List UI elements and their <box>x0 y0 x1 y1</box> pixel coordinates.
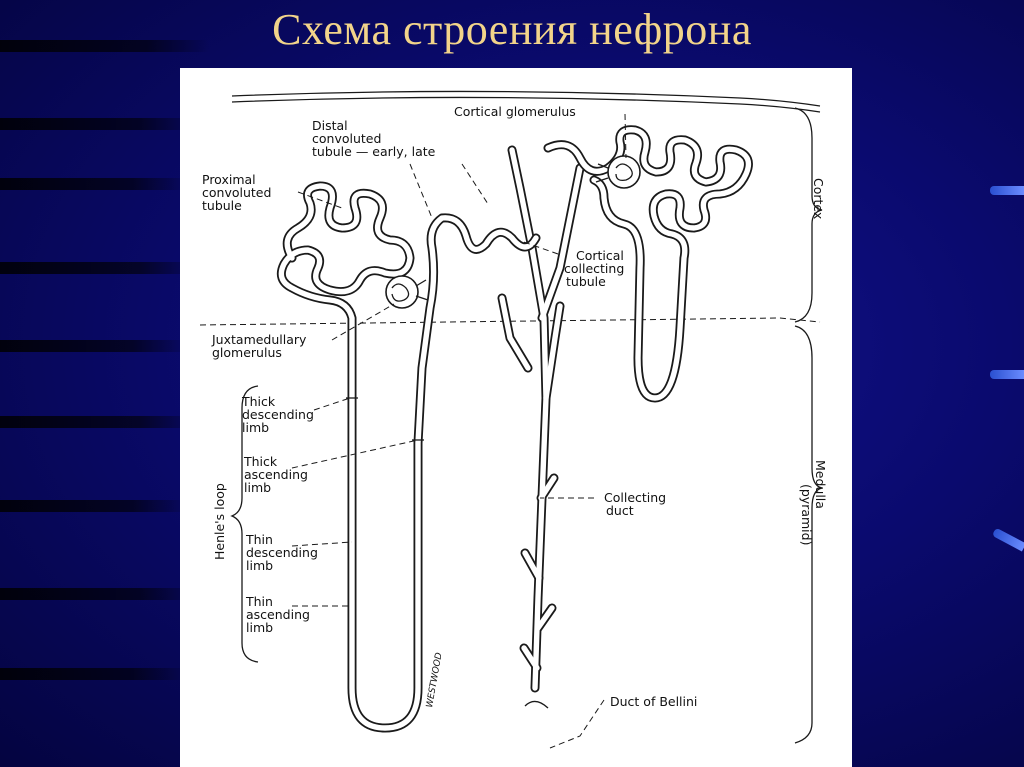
label-proximal-tubule: Proximal <box>202 172 256 187</box>
label-distal-tubule: convoluted <box>312 131 382 146</box>
leader-line <box>462 164 488 204</box>
label-thick-descending-limb: Thick <box>242 394 276 409</box>
background-stripe <box>0 178 190 190</box>
label-thin-ascending-limb: ascending <box>246 607 310 622</box>
label-thin-descending-limb: Thin <box>246 532 273 547</box>
label-duct-of-bellini: Duct of Bellini <box>610 694 698 709</box>
label-medulla: Medulla <box>813 460 828 509</box>
label-cortical-collecting-tubule: collecting <box>564 261 625 276</box>
background-stripe <box>0 118 200 130</box>
label-thin-ascending-limb: limb <box>246 620 274 635</box>
label-henles-loop: Henle's loop <box>212 483 227 560</box>
background-stripe <box>0 500 190 512</box>
leader-line <box>550 700 604 748</box>
label-medulla: (pyramid) <box>799 484 814 546</box>
slide-accent-bar <box>990 186 1024 195</box>
label-thin-descending-limb: descending <box>246 545 318 560</box>
label-thick-descending-limb: limb <box>242 420 270 435</box>
background-stripe <box>0 588 200 600</box>
label-juxtamedullary-glomerulus: Juxtamedullary <box>212 332 307 347</box>
leader-line <box>314 398 350 410</box>
background-stripe <box>0 416 200 428</box>
label-cortical-collecting-tubule: tubule <box>566 274 606 289</box>
label-cortical-collecting-tubule: Cortical <box>576 248 624 263</box>
label-thin-descending-limb: limb <box>246 558 274 573</box>
label-thick-ascending-limb: ascending <box>244 467 308 482</box>
label-distal-tubule: tubule — early, late <box>312 144 436 159</box>
leader-line <box>332 304 394 340</box>
label-proximal-tubule: tubule <box>202 198 242 213</box>
label-proximal-tubule: convoluted <box>202 185 272 200</box>
slide-title: Схема строения нефрона <box>272 5 752 54</box>
label-thick-ascending-limb: Thick <box>244 454 278 469</box>
label-collecting-duct: Collecting <box>604 490 667 505</box>
leader-line <box>410 164 432 218</box>
background-stripe <box>0 668 190 680</box>
nephron-drawing <box>180 68 852 767</box>
label-juxtamedullary-glomerulus: glomerulus <box>212 345 282 360</box>
nephron-diagram <box>180 68 852 767</box>
juxtamedullary-nephron <box>281 186 536 728</box>
label-thick-ascending-limb: limb <box>244 480 272 495</box>
label-cortex: Cortex <box>811 178 826 220</box>
label-thick-descending-limb: descending <box>242 407 314 422</box>
label-cortical-glomerulus: Cortical glomerulus <box>454 104 576 119</box>
slide-accent-bar <box>992 528 1024 552</box>
signature-text: WESTWOOD <box>425 651 445 709</box>
label-distal-tubule: Distal <box>312 118 348 133</box>
background-stripe <box>0 340 190 352</box>
background-stripe <box>0 262 200 274</box>
label-thin-ascending-limb: Thin <box>246 594 273 609</box>
label-collecting-duct: duct <box>606 503 634 518</box>
slide-accent-bar <box>990 370 1024 379</box>
leader-line <box>625 114 626 158</box>
